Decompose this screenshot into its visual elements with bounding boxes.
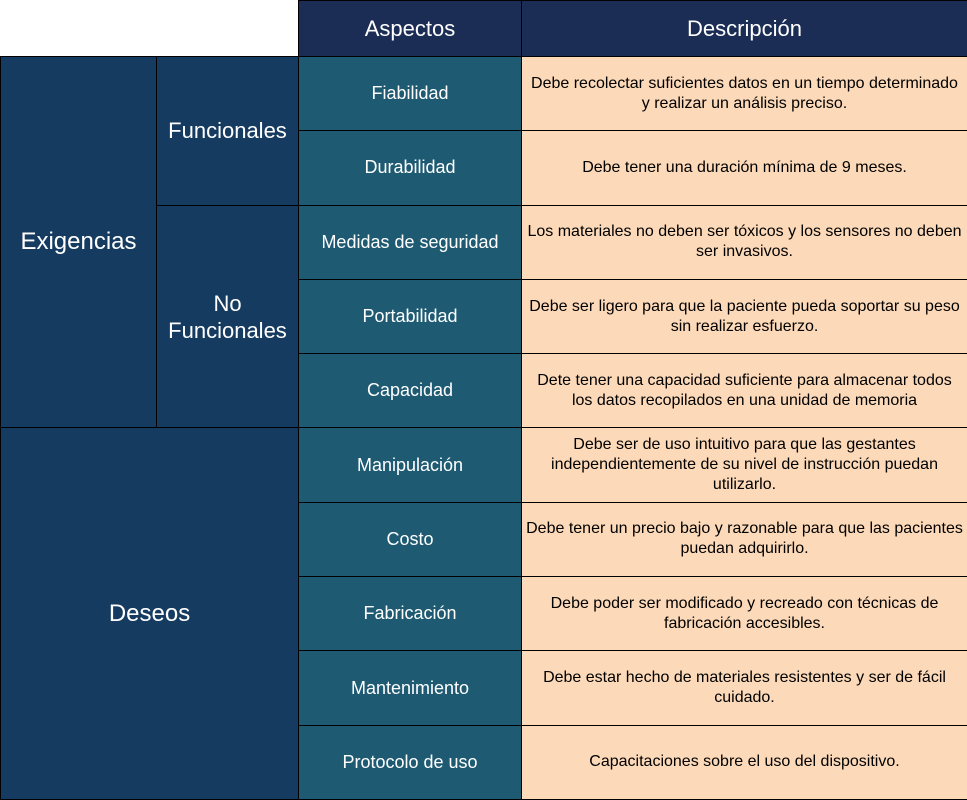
aspect-cell: Durabilidad [299,131,522,205]
description-cell: Debe poder ser modificado y recreado con técnicas de fabricación accesibles. [522,577,967,651]
aspect-cell: Medidas de seguridad [299,205,522,279]
description-cell: Debe tener una duración mínima de 9 meses. [522,131,967,205]
subgroup-functional: Funcionales [157,57,299,206]
aspect-cell: Portabilidad [299,279,522,353]
description-cell: Debe ser de uso intuitivo para que las gestantes independientemente de su nivel de instrucción puedan utilizarlo. [522,428,967,502]
header-row [1,1,967,57]
description-cell: Debe recolectar suficientes datos en un tiempo determinado y realizar un análisis preciso. [522,57,967,131]
table-row [1,428,967,502]
aspect-cell: Mantenimiento [299,651,522,725]
group-requirements: Exigencias [1,57,157,428]
description-cell: Debe estar hecho de materiales resistentes y ser de fácil cuidado. [522,651,967,725]
aspect-cell: Manipulación [299,428,522,502]
header-description: Descripción [522,1,967,57]
table-row [1,57,967,131]
blank-corner [1,1,299,57]
header-aspects: Aspectos [299,1,522,57]
group-wishes: Deseos [1,428,299,799]
aspect-cell: Costo [299,502,522,576]
aspect-cell: Fiabilidad [299,57,522,131]
aspect-cell: Protocolo de uso [299,725,522,799]
subgroup-non-functional: No Funcionales [157,205,299,428]
description-cell: Debe ser ligero para que la paciente pueda soportar su peso sin realizar esfuerzo. [522,279,967,353]
description-cell: Dete tener una capacidad suficiente para almacenar todos los datos recopilados en una unidad de memoria [522,354,967,428]
description-cell: Capacitaciones sobre el uso del dispositivo. [522,725,967,799]
description-cell: Los materiales no deben ser tóxicos y los sensores no deben ser invasivos. [522,205,967,279]
aspect-cell: Fabricación [299,577,522,651]
aspect-cell: Capacidad [299,354,522,428]
description-cell: Debe tener un precio bajo y razonable para que las pacientes puedan adquirirlo. [522,502,967,576]
